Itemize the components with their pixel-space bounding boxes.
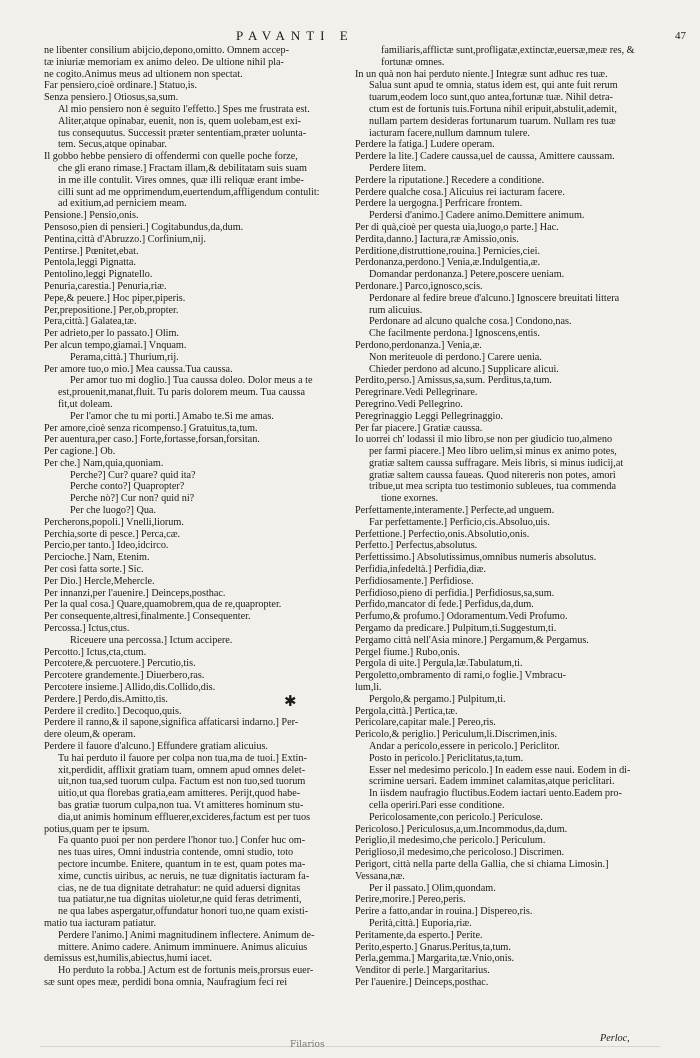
text-line: Esser nel medesimo pericolo.] In eadem esse naui. Eodem in di- — [369, 764, 631, 776]
text-line: Perdere litem. — [369, 162, 427, 174]
text-line: Per Dio.] Hercle,Mehercle. — [44, 575, 155, 587]
text-line: Vessana,næ. — [355, 870, 405, 882]
text-line: Riceuere una percossa.] Ictum accipere. — [70, 634, 233, 646]
text-line: ne qua labes aspergatur,offundatur honori tuo,ne quam existi- — [58, 906, 309, 918]
text-line: Pergola di uite.] Pergula,læ.Tabulatum,ti. — [355, 658, 523, 670]
text-line: Perdere la uergogna.] Perfricare frontem. — [355, 198, 523, 210]
text-line: che gli erano rimase.] Fractam illam,& debilitatam suis suam — [58, 162, 307, 174]
text-line: Pentirse.] Pœnitet,ebat. — [44, 245, 139, 257]
text-line: Per che.] Nam,quia,quoniam. — [44, 457, 164, 469]
text-line: Pericolare,capitar male.] Pereo,ris. — [355, 717, 496, 729]
text-line: Peregrinaggio Leggi Pellegrinaggio. — [355, 410, 503, 422]
text-line: Percotere insieme.] Allido,dis.Collido,dis. — [44, 682, 216, 694]
text-line: ne libenter consilium abijcio,depono,omitto. Omnem accep- — [44, 45, 289, 56]
text-line: Percherons,popoli.] Vnelli,liorum. — [44, 516, 184, 528]
text-line: fortunæ omnes. — [381, 56, 445, 68]
text-line: nullam partem desideras fortunarum tuarum. Nullam res tuæ — [369, 115, 616, 127]
text-line: In un quà non hai perduto niente.] Integræ sunt adhuc res tuæ. — [355, 68, 608, 80]
text-line: Perdonare al fedire breue d'alcuno.] Ignoscere breuitati littera — [369, 292, 620, 304]
text-line: Perdere il credito.] Decoquo,quis. — [44, 705, 182, 717]
text-line: Perdito,perso.] Amissus,sa,sum. Perditus,ta,tum. — [355, 375, 552, 387]
text-line: familiaris,afflictæ sunt,profligatæ,extinctæ,euersæ,meæ res, & — [381, 45, 635, 56]
text-line: xime, cunctis uiribus, ac neruis, ne tuæ dignitatis iacturam fa- — [58, 870, 310, 882]
catchword: Perloc, — [600, 1033, 630, 1044]
text-line: Perama,città.] Thurium,rij. — [70, 351, 179, 363]
text-line: Al mio pensiero non è seguito l'effetto.] Spes me frustrata est. — [58, 103, 310, 115]
text-line: Domandar perdonanza.] Petere,poscere ueniam. — [369, 269, 565, 281]
text-line: mittere. Animo cadere. Animum imminuere. Animus alicuius — [58, 941, 308, 953]
text-line: Pentolino,leggi Pignatello. — [44, 269, 153, 281]
text-line: Per far piacere.] Gratiæ caussa. — [355, 422, 483, 434]
text-line: Perla,gemma.] Margarita,tæ.Vnio,onis. — [355, 953, 515, 965]
text-line: Perfettissimo.] Absolutissimus,omnibus numeris absolutus. — [355, 552, 597, 564]
left-column — [44, 45, 349, 989]
text-line: Pergoletto,ombramento di rami,o foglie.] Vmbracu- — [355, 670, 566, 682]
text-line: Venditor di perle.] Margaritarius. — [355, 965, 490, 977]
text-line: Perdere la fatiga.] Ludere operam. — [355, 139, 495, 151]
text-line: Perfumo,& profumo.] Odoramentum.Vedi Profumo. — [355, 611, 568, 623]
text-line: Per che luogo?] Qua. — [70, 505, 156, 517]
text-line: Perdere l'animo.] Animi magnitudinem inflectere. Animum de- — [58, 929, 315, 941]
text-line: Per il passato.] Olim,quondam. — [369, 882, 496, 894]
text-line: Penuria,carestia.] Penuria,riæ. — [44, 280, 167, 292]
text-line: Tu hai perduto il fauore per colpa non tua,ma de tuoi.] Extin- — [58, 752, 307, 764]
text-line: fit,ut doleam. — [58, 398, 113, 410]
text-line: Perdono,perdonanza.] Venia,æ. — [355, 339, 482, 351]
text-line: rum alicuius. — [369, 304, 423, 316]
text-line: dia,ut animis hominum effluerer,excideres,factum est per tuos — [58, 811, 311, 823]
text-line: Perdonare.] Parco,ignosco,scis. — [355, 280, 483, 292]
text-line: Percossa.] Ictus,ctus. — [44, 623, 130, 635]
text-line: Far pensiero,cioè ordinare.] Statuo,is. — [44, 80, 198, 92]
text-line: Io uorrei ch' lodassi il mio libro,se non per giudicio tuo,almeno — [355, 434, 613, 446]
text-line: Periglio,il medesimo,che pericolo.] Periculum. — [355, 835, 546, 847]
text-line: Per l'auenire.] Deinceps,posthac. — [355, 976, 489, 988]
text-line: Pepe,& peuere.] Hoc piper,piperis. — [44, 292, 186, 304]
text-line: bas gratiæ tuorum culpa,non tua. Vt amitteres hominum stu- — [58, 800, 304, 811]
text-line: Per,prepositione.] Per,ob,propter. — [44, 304, 179, 316]
text-line: Perdere qualche cosa.] Alicuius rei iacturam facere. — [355, 186, 565, 198]
text-line: Perdere il ranno,& il sapone,significa affaticarsi indarno.] Per- — [44, 717, 299, 729]
text-line: Fa quanto puoi per non perdere l'honor tuo.] Confer huc om- — [58, 835, 306, 847]
text-line: Percio,per tanto.] Ideo,idcirco. — [44, 540, 169, 552]
page-number: 47 — [675, 30, 686, 42]
text-line: ctum est de fortunis tuis.Fortuna nihil eripuit,abstulit,ademit, — [369, 103, 617, 115]
text-line: cella operiri.Pari esse conditione. — [369, 800, 505, 811]
text-line: potius,quam per te ipsum. — [44, 823, 150, 835]
text-line: Perigort, città nella parte della Gallia, che si chiama Limosin.] — [355, 858, 609, 870]
text-line: tribue,ut mea scripta tuo testimonio subleues, tua commenda — [369, 481, 616, 493]
text-line: scrimine uersari. Eadem imminet calamitas,atque periclitari. — [369, 776, 615, 788]
text-line: Perfettamente,interamente.] Perfecte,ad unguem. — [355, 505, 555, 517]
text-line: lum,li. — [355, 682, 382, 694]
text-line: Il gobbo hebbe pensiero di offendermi con quelle poche forze, — [44, 151, 298, 163]
text-line: Che facilmente perdona.] Ignoscens,entis. — [369, 328, 540, 340]
text-line: Per adrieto,per lo passato.] Olim. — [44, 328, 179, 340]
text-line: Perfidia,infedeltà.] Perfidia,diæ. — [355, 564, 486, 576]
text-line: Pericolo,& periglio.] Periculum,li.Discrimen,inis. — [355, 729, 558, 741]
text-line: Peritamente,da esperto.] Perite. — [355, 929, 483, 941]
text-line: Perito,esperto.] Gnarus.Peritus,ta,tum. — [355, 941, 511, 953]
text-line: sæ sunt opes meæ, perdidi bona omnia, Naufragium feci rei — [44, 976, 288, 988]
signature-mark: Filarios — [290, 1040, 325, 1050]
text-line: Per alcun tempo,giamai.] Vnquam. — [44, 339, 187, 351]
text-line: Perdersi d'animo.] Cadere animo.Demittere animum. — [369, 210, 585, 222]
text-line: Senza pensiero.] Otiosus,sa,sum. — [44, 92, 179, 104]
text-line: Percotere,& percuotere.] Percutio,tis. — [44, 658, 196, 670]
text-line: demissus est,humilis,abiectus,humi iacet. — [44, 953, 213, 965]
text-line: Far perfettamente.] Perficio,cis.Absoluo,uis. — [369, 516, 550, 528]
text-line: uitio,ut qua florebas gratia,eam amitteres. Perijt,quod habe- — [58, 788, 301, 800]
text-line: Per consequente,altresì,finalmente.] Consequenter. — [44, 611, 251, 623]
text-line: tua patiatur,ne tua dignitas uioletur,ne quid feras detrimenti, — [58, 894, 302, 906]
text-line: Perità,città.] Euporia,riæ. — [369, 917, 472, 929]
text-line: Per l'amor che tu mi porti.] Amabo te.Si me amas. — [70, 410, 274, 422]
text-line: Perdere la riputatione.] Recedere a conditione. — [355, 174, 545, 186]
text-line: Peregrinare.Vedi Pellegrinare. — [355, 387, 478, 399]
text-line: Ho perduto la robba.] Actum est de fortunis meis,prorsus euer- — [58, 965, 314, 977]
text-line: Pensoso,pien di pensieri.] Cogitabundus,da,dum. — [44, 221, 244, 233]
text-line: Perfettione.] Perfectio,onis.Absolutio,onis. — [355, 528, 530, 540]
text-line: nes tuas uires, Omni industria contende, omni studio, toto — [58, 847, 294, 859]
text-line: Perditione,distruttione,rouina.] Pernicies,ciei. — [355, 245, 541, 257]
text-line: ad exitium,ad perniciem meam. — [58, 198, 187, 210]
text-line: Pergola,città.] Pertica,tæ. — [355, 705, 458, 717]
text-line: Percotere grandemente.] Diuerbero,ras. — [44, 670, 205, 682]
text-line: Percotto.] Ictus,cta,ctum. — [44, 646, 147, 658]
text-line: Aliter,atque opinabar, euenit, non is, quem uolebam,est exi- — [58, 115, 302, 127]
text-line: per farmi piacere.] Meo libro uelim,si minus ex animo potes, — [369, 446, 617, 458]
text-line: Posto in pericolo.] Periclitatus,ta,tum. — [369, 752, 524, 764]
text-line: tione exornes. — [381, 493, 439, 505]
text-line: Perfidiosamente.] Perfidiose. — [355, 575, 474, 587]
text-line: Salua sunt apud te omnia, status idem est, qui ante fuit rerum — [369, 80, 618, 92]
text-line: Perire a fatto,andar in rouina.] Dispereo,ris. — [355, 906, 533, 918]
text-line: Per di quà,cioè per questa uia,luogo,o parte.] Hac. — [355, 221, 559, 233]
text-line: Per così fatta sorte.] Sic. — [44, 564, 144, 576]
text-line: gratiæ saltem caussa suffragare. Meis libris, si minus iudicij,at — [369, 457, 624, 469]
text-line: Pergamo città nell'Asia minore.] Pergamum,& Pergamus. — [355, 634, 589, 646]
text-line: Pergolo,& pergamo.] Pulpitum,ti. — [369, 693, 506, 705]
text-line: Pentola,leggi Pignatta. — [44, 257, 136, 269]
text-line: Pentina,città d'Abruzzo.] Corfinium,nij. — [44, 233, 206, 245]
text-line: xit,perdidit, afflixit gratiam tuam, omnem apud omnes delet- — [58, 764, 306, 776]
text-line: tæ iniuriæ memoriam ex animo deleo. De ultione nihil pla- — [44, 56, 284, 68]
text-line: Perdere la lite.] Cadere caussa,uel de caussa, Amittere caussam. — [355, 151, 615, 163]
text-line: Perfetto.] Perfectus,absolutus. — [355, 540, 478, 552]
text-line: Per amor tuo mi doglio.] Tua caussa doleo. Dolor meus a te — [70, 375, 313, 387]
text-line: est,prouenit,manat,fluit. Tu paris dolorem meum. Tua caussa — [58, 387, 306, 399]
text-line: uit,non tua,sed tuorum culpa. Factum est non tuo,sed tuorum — [58, 776, 306, 788]
text-line: Pergamo da predicare.] Pulpitum,ti.Suggestum,ti. — [355, 623, 557, 635]
text-line: Perche conto?] Quapropter? — [70, 481, 185, 493]
text-line: Perdonare ad alcuno qualche cosa.] Condono,nas. — [369, 316, 572, 328]
text-line: Peregrino.Vedi Pellegrino. — [355, 398, 463, 410]
text-line: cilli sunt ad me opprimendum,euertendum,affligendum contulit: — [58, 186, 320, 198]
text-line: Pera,città.] Galatea,tæ. — [44, 316, 137, 328]
text-line: matio tua iacturam patiatur. — [44, 917, 157, 929]
text-line: Per innanzi,per l'auenire.] Deinceps,posthac. — [44, 587, 226, 599]
text-line: Perdere.] Perdo,dis.Amitto,tis. — [44, 693, 168, 705]
text-line: Per cagione.] Ob. — [44, 446, 116, 458]
text-line: Perche nò?] Cur non? quid ni? — [70, 493, 195, 505]
text-line: Andar a pericolo,essere in pericolo.] Periclitor. — [369, 741, 560, 753]
page-bottom-divider — [40, 1046, 660, 1047]
text-line: Perdonanza,perdono.] Venia,æ.Indulgentia,æ. — [355, 257, 541, 269]
running-title: PAVANTI E — [236, 28, 354, 43]
text-line: in me ille contulit. Vires omnes, quæ illi reliquæ erant imbe- — [58, 174, 304, 186]
text-line: Perche?] Cur? quare? quid ita? — [70, 469, 196, 481]
text-line: ne cogito.Animus meus ad ultionem non spectat. — [44, 68, 243, 80]
text-line: Perdita,danno.] Iactura,ræ Amissio,onis. — [355, 233, 519, 245]
text-line: Pericoloso.] Periculosus,a,um.Incommodus,da,dum. — [355, 823, 568, 835]
text-line: Chieder perdono ad alcuno.] Supplicare alicui. — [369, 363, 559, 375]
ornament-star-icon: ✱ — [284, 692, 297, 710]
text-line: Pergel fiume.] Rubo,onis. — [355, 646, 460, 658]
text-line: iacturam facere,nullum damnum tulere. — [369, 127, 530, 139]
text-line: Perdere il fauore d'alcuno.] Effundere gratiam alicuius. — [44, 741, 268, 753]
text-line: Pericolosamente,con pericolo.] Periculose. — [369, 811, 543, 823]
text-line: tus consequutus. Successit præter sententiam,præter uolunta- — [58, 127, 307, 139]
text-line: tuarum,eodem loco sunt,quo antea,fortunæ tuæ. Nihil detra- — [369, 92, 613, 104]
text-line: tem. Secus,atque opinabar. — [58, 139, 167, 151]
right-column — [355, 45, 667, 989]
text-line: Pensione.] Pensio,onis. — [44, 210, 139, 222]
text-line: Non meriteuole di perdono.] Carere uenia. — [369, 351, 542, 363]
text-line: dere oleum,& operam. — [44, 729, 136, 741]
text-line: Per amore,cioè senza ricompenso.] Gratuitus,ta,tum. — [44, 422, 258, 434]
text-line: Periglioso,il medesimo,che pericoloso.] Discrimen. — [355, 847, 565, 859]
text-line: cias, ne de tua dignitate detrahatur: ne quid aduersi dignitas — [58, 882, 301, 894]
text-line: Per amore tuo,o mio.] Mea caussa.Tua caussa. — [44, 363, 233, 375]
text-line: Per la qual cosa.] Quare,quamobrem,qua de re,quapropter. — [44, 599, 282, 611]
text-line: Perchia,sorte di pesce.] Perca,cæ. — [44, 528, 181, 540]
text-line: In iisdem naufragio fluctibus.Eodem iactari uento.Eadem pro- — [369, 788, 622, 800]
text-line: Percioche.] Nam, Etenim. — [44, 552, 150, 564]
text-line: gratiæ saltem caussa faueas. Quod nitereris non potes, amori — [369, 469, 616, 481]
text-line: pectore incumbe. Enitere, quantum in te est, quam potes ma- — [58, 858, 306, 870]
text-line: Per auentura,per caso.] Forte,fortasse,forsan,forsitan. — [44, 434, 260, 446]
text-line: Perfido,mancator di fede.] Perfidus,da,dum. — [355, 599, 534, 611]
text-line: Perfidioso,pieno di perfidia.] Perfidiosus,sa,sum. — [355, 587, 555, 599]
text-line: Perire,morire.] Pereo,peris. — [355, 894, 466, 906]
